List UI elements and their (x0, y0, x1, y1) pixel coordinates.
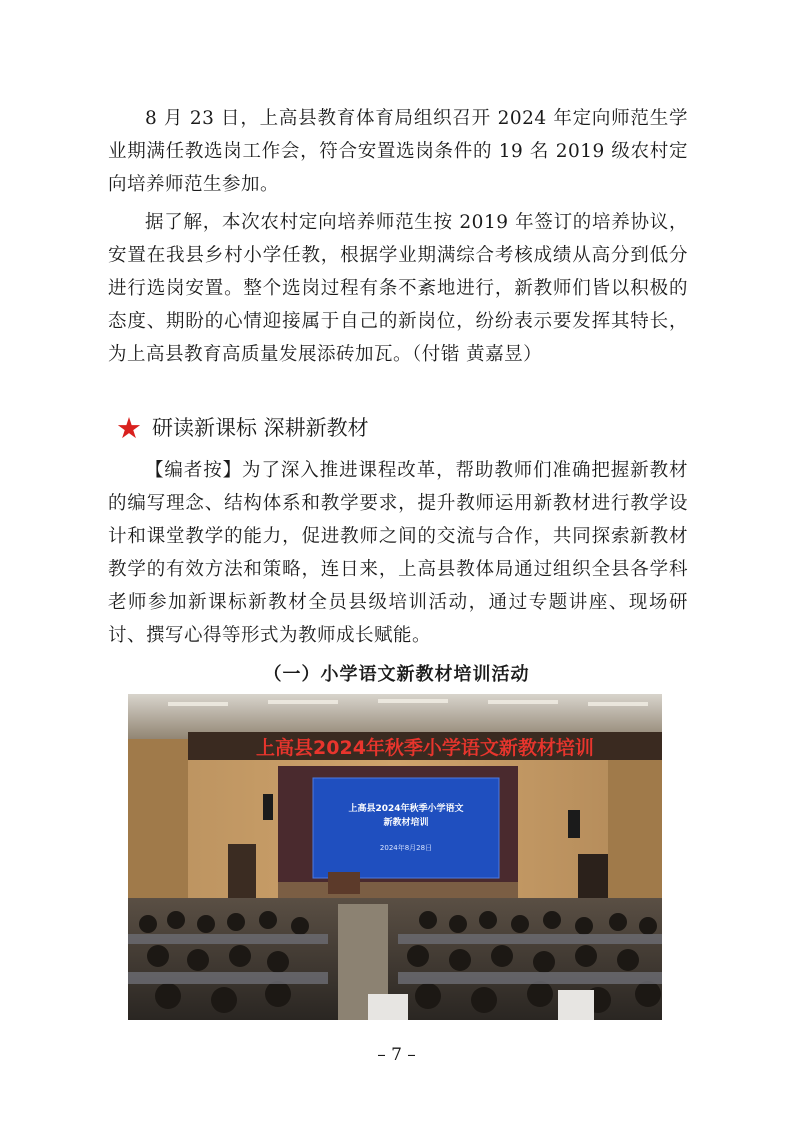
training-photo (128, 694, 662, 1020)
screen-title-line1: 上高县2024年秋季小学语文 (348, 804, 464, 814)
editor-note-paragraph: 【编者按】为了深入推进课程改革，帮助教师们准确把握新教材的编写理念、结构体系和教学要求，提升教师运用新教材进行教学设计和课堂教学的能力，促进教师之间的交流与合作，共同探索新教材教学的有效方法和策略，连日来，上高县教体局通过组织全县各学科老师参加新课标新教材全员县级培训活动，通过专题讲座、现场研讨、撰写心得等形式为教师成长赋能。 (108, 460, 688, 646)
banner-text: 上高县2024年秋季小学语文新教材培训 (256, 737, 594, 759)
section-subtitle: （一）小学语文新教材培训活动 (263, 664, 530, 685)
section-heading (116, 413, 369, 443)
paragraph-placement: 据了解，本次农村定向培养师范生按 2019 年签订的培养协议，安置在我县乡村小学任教，根据学业期满综合考核成绩从高分到低分进行选岗安置。整个选岗过程有条不紊地进行，新教师们皆以积极的态度、期盼的心情迎接属于自己的新岗位，纷纷表示要发挥其特长，为上高县教育高质量发展添砖加瓦。（付锴 黄嘉昱） (108, 212, 688, 365)
page-number: – 7 – (377, 1045, 416, 1065)
screen-date: 2024年8月28日 (379, 844, 433, 852)
screen-title-line2: 新教材培训 (383, 818, 429, 828)
paragraph-meeting: 8 月 23 日，上高县教育体育局组织召开 2024 年定向师范生学业期满任教选岗工作会，符合安置选岗条件的 19 名 2019 级农村定向培养师范生参加。 (108, 108, 688, 195)
star-icon: ★ (116, 411, 142, 445)
section-title: 研读新课标 深耕新教材 (152, 416, 369, 440)
